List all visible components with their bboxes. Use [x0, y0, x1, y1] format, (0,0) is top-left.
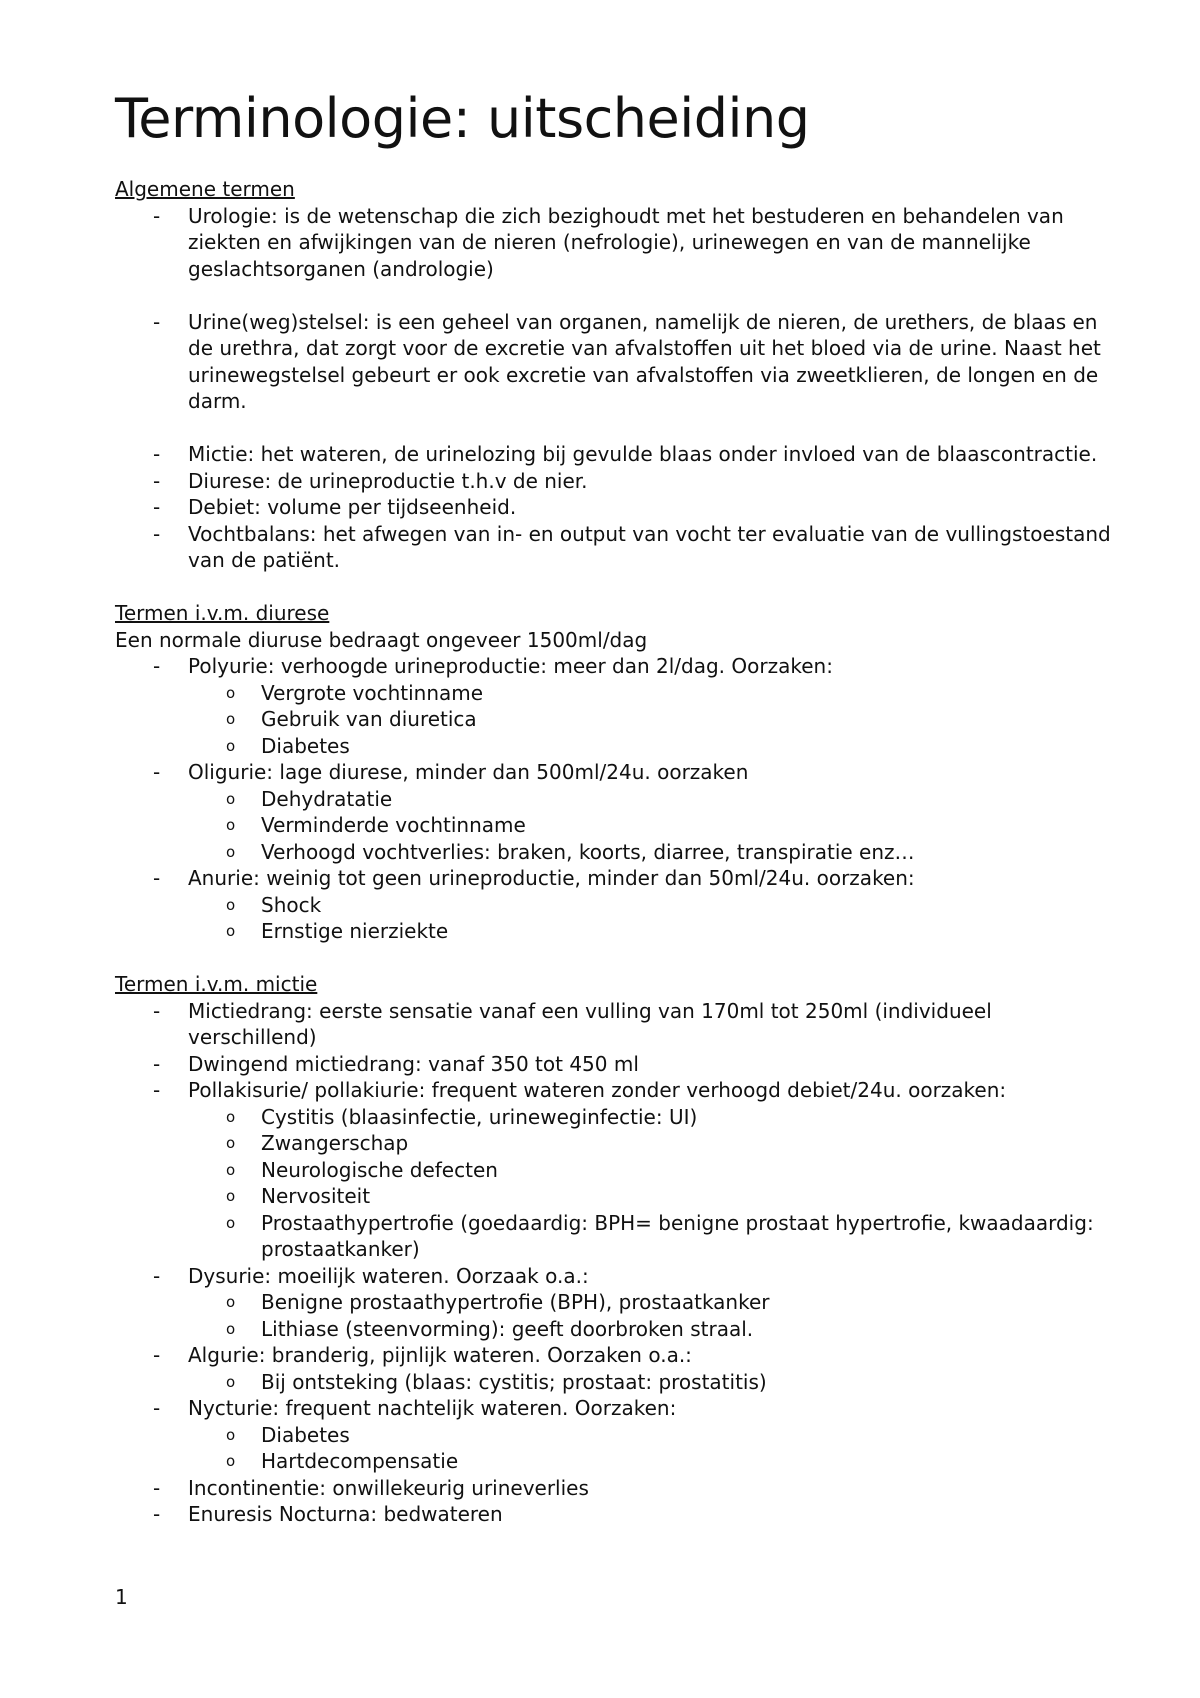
section — [115, 971, 1125, 1528]
sub-list-item — [115, 1289, 1125, 1316]
term-text: - Vochtbalans: het afwegen van in- en output van vocht ter evaluatie van de vullingstoestand van de patiënt. — [188, 521, 1111, 572]
sub-list — [115, 1369, 1125, 1396]
sub-item-text: o Vergrote vochtinname — [261, 680, 484, 705]
term-text: - Incontinentie: onwillekeurig urineverlies — [188, 1475, 589, 1500]
section — [115, 600, 1125, 971]
term-item — [115, 1501, 1125, 1528]
term-item — [115, 1263, 1125, 1343]
term-item — [115, 1077, 1125, 1263]
term-text: - Mictie: het wateren, de urinelozing bij gevulde blaas onder invloed van de blaascontractie. — [188, 442, 1098, 466]
sub-list — [115, 1104, 1125, 1263]
section-heading: Termen i.v.m. diurese — [115, 601, 330, 625]
sub-list-item — [115, 733, 1125, 760]
sub-list-item — [115, 1448, 1125, 1475]
sub-item-text: o Lithiase (steenvorming): geeft doorbroken straal. — [261, 1316, 754, 1341]
sub-list-item — [115, 839, 1125, 866]
sub-item-text: o Gebruik van diuretica — [261, 707, 477, 731]
term-list — [115, 653, 1125, 945]
term-item — [115, 865, 1125, 945]
page-number: 1 — [115, 1585, 128, 1609]
sub-list — [115, 1289, 1125, 1342]
sub-item-text: o Prostaathypertrofie (goedaardig: BPH= benigne prostaat hypertrofie, kwaadaardig: prostaatkanker) — [261, 1210, 1094, 1261]
sub-list-item — [115, 1157, 1125, 1184]
section — [115, 176, 1125, 600]
document-body — [115, 176, 1125, 1528]
sub-item-text: o Dehydratatie — [261, 786, 393, 811]
section-intro: Een normale diuruse bedraagt ongeveer 1500ml/dag — [115, 627, 648, 652]
term-list — [115, 998, 1125, 1528]
sub-item-text: o Verhoogd vochtverlies: braken, koorts, diarree, transpiratie enz… — [261, 839, 915, 864]
sub-item-text: o Benigne prostaathypertrofie (BPH), prostaatkanker — [261, 1290, 770, 1314]
term-text: - Dysurie: moeilijk wateren. Oorzaak o.a.: — [188, 1263, 589, 1288]
sub-item-text: o Neurologische defecten — [261, 1157, 498, 1182]
sub-list-item — [115, 1316, 1125, 1343]
sub-list-item — [115, 1369, 1125, 1396]
sub-list-item — [115, 812, 1125, 839]
sub-list — [115, 786, 1125, 866]
sub-list-item — [115, 1130, 1125, 1157]
page-title: Terminologie: uitscheiding — [115, 87, 810, 150]
sub-item-text: o Verminderde vochtinname — [261, 813, 526, 837]
term-item — [115, 1342, 1125, 1395]
term-text: - Pollakisurie/ pollakiurie: frequent wateren zonder verhoogd debiet/24u. oorzaken: — [188, 1078, 1007, 1102]
sub-item-text: o Cystitis (blaasinfectie, urineweginfectie: UI) — [261, 1104, 698, 1129]
term-text: - Oligurie: lage diurese, minder dan 500ml/24u. oorzaken — [188, 760, 749, 784]
spacer — [115, 415, 1125, 442]
sub-item-text: o Nervositeit — [261, 1184, 371, 1208]
term-text: - Dwingend mictiedrang: vanaf 350 tot 450 ml — [188, 1051, 639, 1076]
sub-item-text: o Shock — [261, 892, 322, 917]
term-text: - Polyurie: verhoogde urineproductie: meer dan 2l/dag. Oorzaken: — [188, 654, 833, 678]
term-item — [115, 521, 1125, 574]
sub-list — [115, 1422, 1125, 1475]
spacer — [115, 945, 1125, 972]
section-heading: Termen i.v.m. mictie — [115, 972, 318, 996]
sub-item-text: o Bij ontsteking (blaas: cystitis; prostaat: prostatitis) — [261, 1369, 767, 1394]
term-item — [115, 1395, 1125, 1475]
term-text: - Urologie: is de wetenschap die zich bezighoudt met het bestuderen en behandelen van ziekten en afwijkingen van de nieren (nefrologie), urinewegen en van de mannelijke geslachtsorganen (andrologie) — [188, 203, 1064, 281]
sub-list — [115, 680, 1125, 760]
term-list — [115, 203, 1125, 574]
section-heading: Algemene termen — [115, 177, 295, 201]
sub-list-item — [115, 706, 1125, 733]
spacer — [115, 282, 1125, 309]
sub-item-text: o Zwangerschap — [261, 1131, 409, 1155]
term-text: - Diurese: de urineproductie t.h.v de nier. — [188, 468, 588, 493]
term-text: - Debiet: volume per tijdseenheid. — [188, 495, 517, 519]
term-item — [115, 653, 1125, 759]
term-text: - Urine(weg)stelsel: is een geheel van organen, namelijk de nieren, de urethers, de blaas en de urethra, dat zorgt voor de excretie van afvalstoffen uit het bloed via de urine. Naast het urinewegstelsel gebeurt er ook excretie van afvalstoffen via zweetklieren, de longen en de darm. — [188, 309, 1101, 413]
spacer — [115, 574, 1125, 601]
sub-list-item — [115, 892, 1125, 919]
term-item — [115, 441, 1125, 468]
term-text: - Algurie: branderig, pijnlijk wateren. Oorzaken o.a.: — [188, 1343, 692, 1367]
term-text: - Mictiedrang: eerste sensatie vanaf een vulling van 170ml tot 250ml (individueel verschillend) — [188, 998, 992, 1049]
term-item — [115, 309, 1125, 415]
term-item — [115, 998, 1125, 1051]
sub-list — [115, 892, 1125, 945]
term-text: - Anurie: weinig tot geen urineproductie, minder dan 50ml/24u. oorzaken: — [188, 866, 915, 890]
sub-item-text: o Ernstige nierziekte — [261, 919, 449, 943]
term-item — [115, 494, 1125, 521]
term-item — [115, 759, 1125, 865]
term-item — [115, 468, 1125, 495]
sub-item-text: o Diabetes — [261, 1422, 350, 1447]
term-item — [115, 1475, 1125, 1502]
term-text: - Nycturie: frequent nachtelijk wateren. Oorzaken: — [188, 1396, 677, 1420]
sub-item-text: o Hartdecompensatie — [261, 1449, 459, 1473]
sub-list-item — [115, 1210, 1125, 1263]
term-item — [115, 203, 1125, 283]
term-text: - Enuresis Nocturna: bedwateren — [188, 1502, 503, 1526]
sub-list-item — [115, 680, 1125, 707]
sub-item-text: o Diabetes — [261, 733, 350, 758]
sub-list-item — [115, 1104, 1125, 1131]
term-item — [115, 1051, 1125, 1078]
sub-list-item — [115, 1422, 1125, 1449]
sub-list-item — [115, 786, 1125, 813]
sub-list-item — [115, 918, 1125, 945]
sub-list-item — [115, 1183, 1125, 1210]
document-page — [115, 84, 1125, 1528]
